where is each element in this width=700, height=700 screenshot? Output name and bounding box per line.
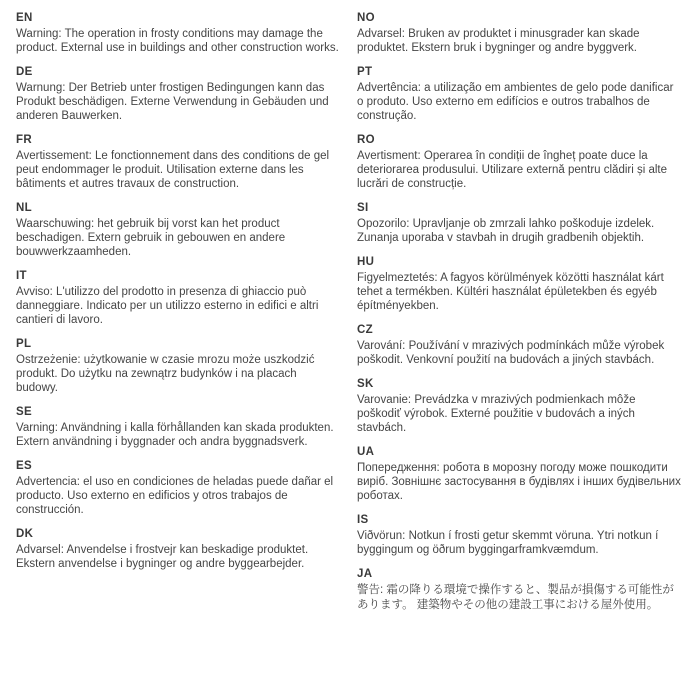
- warning-entry-dk: [16, 528, 341, 571]
- warning-text: Avviso: L'utilizzo del prodotto in presenza di ghiaccio può danneggiare. Indicato per un utilizzo esterno in edifici e altri cantieri di lavoro.: [16, 286, 319, 326]
- language-code: FR: [16, 134, 32, 146]
- warning-entry-de: [16, 66, 341, 123]
- language-code: PT: [357, 66, 373, 78]
- warning-text: Advertência: a utilização em ambientes de gelo pode danificar o produto. Uso externo em edifícios e outros trabalhos de construção.: [357, 82, 674, 122]
- warning-text: Advarsel: Bruken av produktet i minusgrader kan skade produktet. Ekstern bruk i bygninger og andre byggverk.: [357, 28, 640, 54]
- language-code: EN: [16, 12, 33, 24]
- language-code: ES: [16, 460, 32, 472]
- warning-entry-ja: [357, 568, 682, 613]
- warning-entry-hu: [357, 256, 682, 313]
- language-code: SE: [16, 406, 32, 418]
- warning-entry-fr: [16, 134, 341, 191]
- warning-entry-nl: [16, 202, 341, 259]
- warning-entry-pl: [16, 338, 341, 395]
- warning-text: Advertencia: el uso en condiciones de heladas puede dañar el producto. Uso externo en edificios y otros trabajos de construcción.: [16, 476, 334, 516]
- warning-text: Попередження: робота в морозну погоду може пошкодити виріб. Зовнішнє застосування в будівлях і інших будівельних роботах.: [357, 462, 681, 502]
- language-code: NO: [357, 12, 375, 24]
- warning-text: Viðvörun: Notkun í frosti getur skemmt vöruna. Ytri notkun í byggingum og öðrum byggingarframkvæmdum.: [357, 530, 659, 556]
- warning-entry-se: [16, 406, 341, 449]
- warning-entry-ro: [357, 134, 682, 191]
- language-code: DE: [16, 66, 33, 78]
- language-code: DK: [16, 528, 34, 540]
- warning-text: Warnung: Der Betrieb unter frostigen Bedingungen kann das Produkt beschädigen. Externe Verwendung in Gebäuden und anderen Bauwerken.: [16, 82, 329, 122]
- warning-entry-pt: [357, 66, 682, 123]
- warning-entry-no: [357, 12, 682, 55]
- warning-entry-is: [357, 514, 682, 557]
- warning-text: Opozorilo: Upravljanje ob zmrzali lahko poškoduje izdelek. Zunanja uporaba v stavbah in drugih gradbenih objektih.: [357, 218, 655, 244]
- warning-text: Warning: The operation in frosty conditions may damage the product. External use in buildings and other construction works.: [16, 28, 339, 54]
- warning-text: Advarsel: Anvendelse i frostvejr kan beskadige produktet. Ekstern anvendelse i bygninger og andre byggearbejder.: [16, 544, 309, 570]
- warning-text: Avertissement: Le fonctionnement dans des conditions de gel peut endommager le produit. Utilisation externe dans les bâtiments et autres travaux de construction.: [16, 150, 330, 190]
- warning-text: Varování: Používání v mrazivých podmínkách může výrobek poškodit. Venkovní použití na budovách a jiných stavbách.: [357, 340, 665, 366]
- right-column: [357, 12, 682, 700]
- warning-entry-ua: [357, 446, 682, 503]
- language-code: IT: [16, 270, 27, 282]
- warning-text: 警告: 霜の降りる環境で操作すると、製品が損傷する可能性があります。 建築物やその他の建設工事における屋外使用。: [357, 584, 674, 611]
- warning-entry-si: [357, 202, 682, 245]
- warning-entry-it: [16, 270, 341, 327]
- language-code: NL: [16, 202, 32, 214]
- warning-text: Ostrzeżenie: użytkowanie w czasie mrozu może uszkodzić produkt. Do użytku na zewnątrz budynków i na placach budowy.: [16, 354, 315, 394]
- warning-text: Waarschuwing: het gebruik bij vorst kan het product beschadigen. Extern gebruik in gebouwen en andere bouwwerkzaamheden.: [16, 218, 286, 258]
- language-code: CZ: [357, 324, 373, 336]
- language-code: JA: [357, 568, 373, 580]
- warning-text: Varovanie: Prevádzka v mrazivých podmienkach môže poškodiť výrobok. Externé použitie v budovách a iných stavbách.: [357, 394, 636, 434]
- language-code: IS: [357, 514, 369, 526]
- language-code: RO: [357, 134, 375, 146]
- warning-entry-en: [16, 12, 341, 55]
- warning-text: Avertisment: Operarea în condiții de îngheț poate duce la deteriorarea produsului. Utilizare externă pentru clădiri și alte lucrări de construcție.: [357, 150, 668, 190]
- language-code: UA: [357, 446, 375, 458]
- language-code: SK: [357, 378, 374, 390]
- warning-text: Figyelmeztetés: A fagyos körülmények közötti használat kárt tehet a termékben. Kültéri használat épületekben és egyéb építményekben.: [357, 272, 664, 312]
- language-code: HU: [357, 256, 375, 268]
- warning-entry-cz: [357, 324, 682, 367]
- warning-entry-es: [16, 460, 341, 517]
- language-code: PL: [16, 338, 32, 350]
- left-column: [16, 12, 341, 700]
- warning-text: Varning: Användning i kalla förhållanden kan skada produkten. Extern användning i byggnader och andra byggnadsverk.: [16, 422, 334, 448]
- warning-entry-sk: [357, 378, 682, 435]
- language-code: SI: [357, 202, 369, 214]
